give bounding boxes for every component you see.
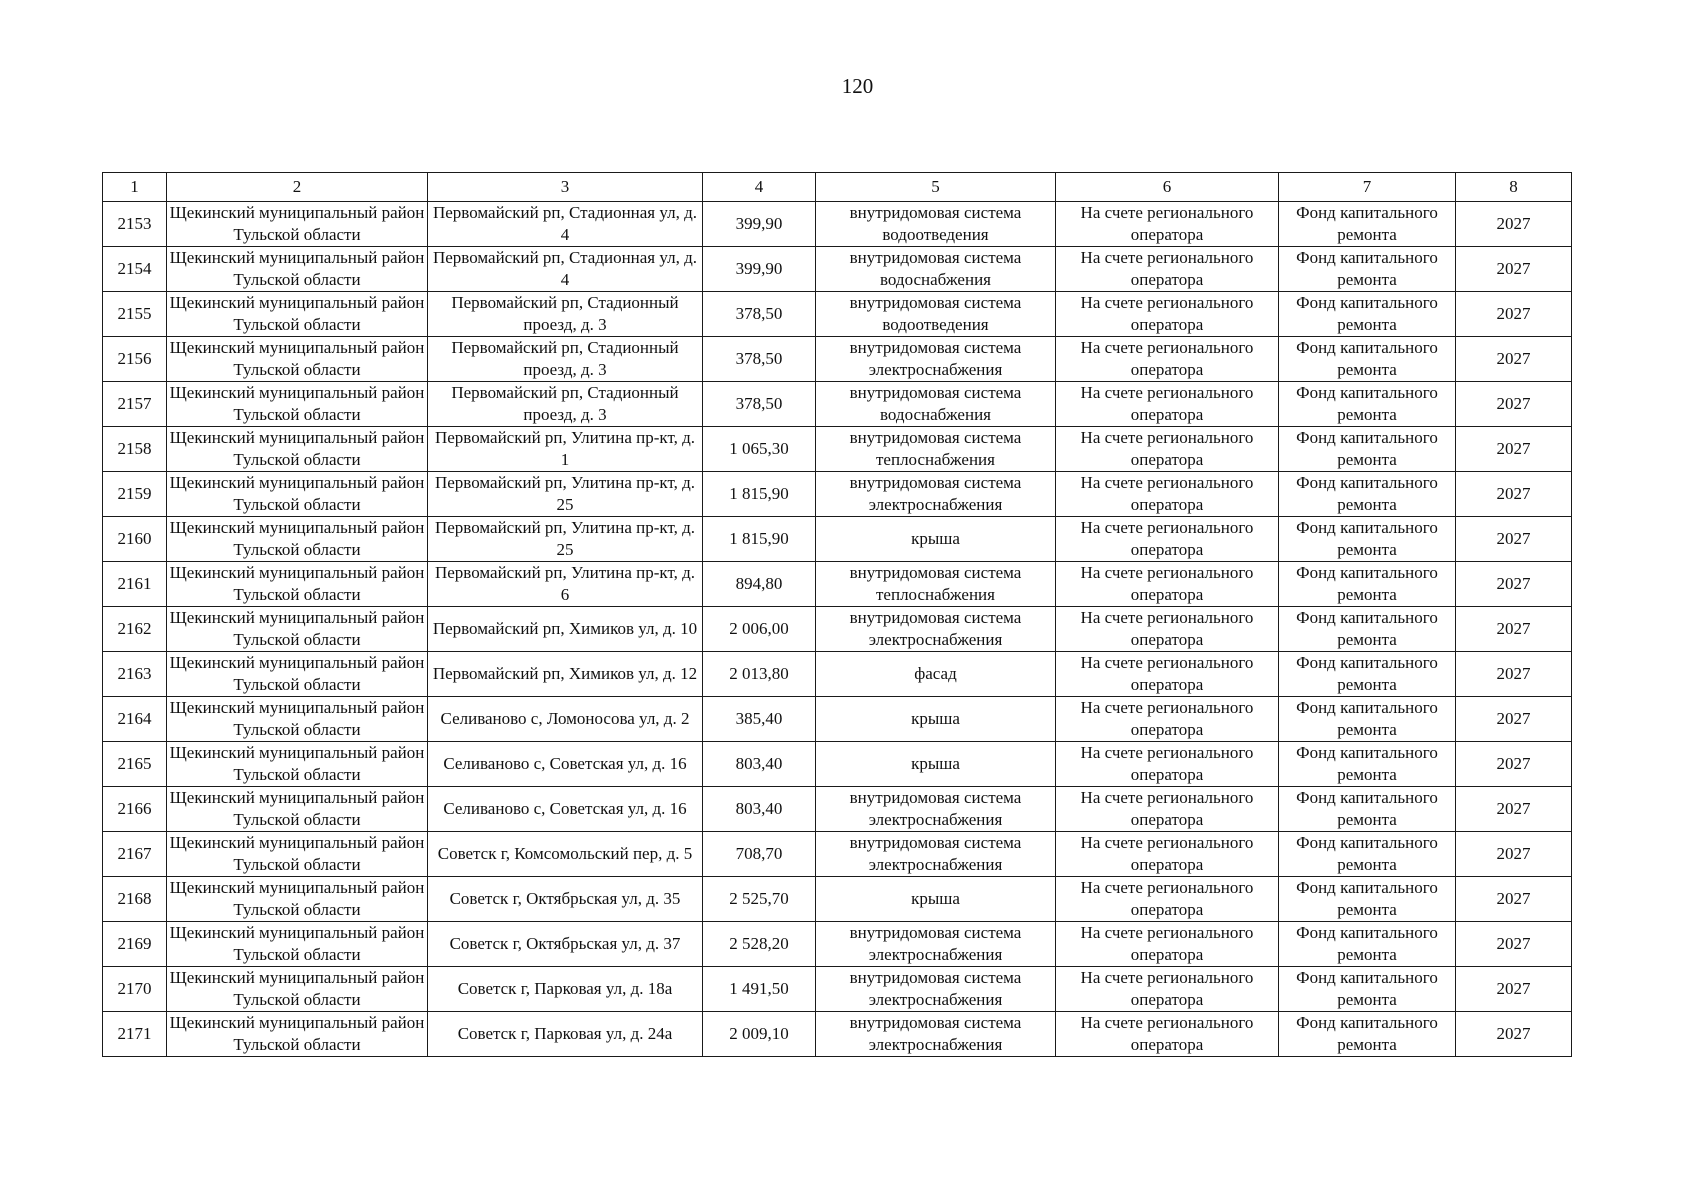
year-cell: 2027 [1456, 382, 1572, 427]
address-cell: Первомайский рп, Улитина пр-кт, д. 1 [428, 427, 703, 472]
area-cell: 894,80 [703, 562, 816, 607]
row-number-cell: 2166 [103, 787, 167, 832]
work-type-cell: внутридомовая система электроснабжения [816, 1012, 1056, 1057]
account-cell: На счете регионального оператора [1056, 517, 1279, 562]
district-cell: Щекинский муниципальный район Тульской области [167, 292, 428, 337]
account-cell: На счете регионального оператора [1056, 877, 1279, 922]
work-type-cell: фасад [816, 652, 1056, 697]
header-col-7: 7 [1279, 173, 1456, 202]
fund-cell: Фонд капитального ремонта [1279, 697, 1456, 742]
table-row [103, 697, 1572, 742]
header-col-1: 1 [103, 173, 167, 202]
address-cell: Советск г, Октябрьская ул, д. 35 [428, 877, 703, 922]
year-cell: 2027 [1456, 877, 1572, 922]
account-cell: На счете регионального оператора [1056, 787, 1279, 832]
fund-cell: Фонд капитального ремонта [1279, 337, 1456, 382]
fund-cell: Фонд капитального ремонта [1279, 202, 1456, 247]
district-cell: Щекинский муниципальный район Тульской области [167, 607, 428, 652]
fund-cell: Фонд капитального ремонта [1279, 967, 1456, 1012]
work-type-cell: внутридомовая система электроснабжения [816, 922, 1056, 967]
account-cell: На счете регионального оператора [1056, 697, 1279, 742]
row-number-cell: 2158 [103, 427, 167, 472]
header-col-3: 3 [428, 173, 703, 202]
address-cell: Селиваново с, Советская ул, д. 16 [428, 787, 703, 832]
table-row [103, 877, 1572, 922]
work-type-cell: внутридомовая система теплоснабжения [816, 562, 1056, 607]
account-cell: На счете регионального оператора [1056, 922, 1279, 967]
work-type-cell: внутридомовая система электроснабжения [816, 472, 1056, 517]
header-col-4: 4 [703, 173, 816, 202]
work-type-cell: внутридомовая система электроснабжения [816, 607, 1056, 652]
address-cell: Советск г, Парковая ул, д. 18а [428, 967, 703, 1012]
account-cell: На счете регионального оператора [1056, 607, 1279, 652]
fund-cell: Фонд капитального ремонта [1279, 742, 1456, 787]
table-row [103, 967, 1572, 1012]
row-number-cell: 2159 [103, 472, 167, 517]
district-cell: Щекинский муниципальный район Тульской области [167, 967, 428, 1012]
account-cell: На счете регионального оператора [1056, 202, 1279, 247]
work-type-cell: внутридомовая система водоотведения [816, 202, 1056, 247]
account-cell: На счете регионального оператора [1056, 292, 1279, 337]
work-type-cell: внутридомовая система водоотведения [816, 292, 1056, 337]
row-number-cell: 2163 [103, 652, 167, 697]
fund-cell: Фонд капитального ремонта [1279, 427, 1456, 472]
row-number-cell: 2169 [103, 922, 167, 967]
year-cell: 2027 [1456, 697, 1572, 742]
row-number-cell: 2153 [103, 202, 167, 247]
table-row [103, 922, 1572, 967]
table-row [103, 202, 1572, 247]
fund-cell: Фонд капитального ремонта [1279, 607, 1456, 652]
year-cell: 2027 [1456, 562, 1572, 607]
table-row [103, 427, 1572, 472]
district-cell: Щекинский муниципальный район Тульской области [167, 472, 428, 517]
district-cell: Щекинский муниципальный район Тульской области [167, 562, 428, 607]
work-type-cell: внутридомовая система водоснабжения [816, 382, 1056, 427]
area-cell: 708,70 [703, 832, 816, 877]
fund-cell: Фонд капитального ремонта [1279, 1012, 1456, 1057]
fund-cell: Фонд капитального ремонта [1279, 832, 1456, 877]
row-number-cell: 2171 [103, 1012, 167, 1057]
work-type-cell: внутридомовая система электроснабжения [816, 337, 1056, 382]
work-type-cell: крыша [816, 697, 1056, 742]
row-number-cell: 2157 [103, 382, 167, 427]
row-number-cell: 2170 [103, 967, 167, 1012]
table-row [103, 517, 1572, 562]
table-row [103, 652, 1572, 697]
table-row [103, 247, 1572, 292]
work-type-cell: внутридомовая система электроснабжения [816, 832, 1056, 877]
header-col-5: 5 [816, 173, 1056, 202]
year-cell: 2027 [1456, 652, 1572, 697]
row-number-cell: 2168 [103, 877, 167, 922]
year-cell: 2027 [1456, 967, 1572, 1012]
year-cell: 2027 [1456, 472, 1572, 517]
row-number-cell: 2165 [103, 742, 167, 787]
row-number-cell: 2155 [103, 292, 167, 337]
table-row [103, 292, 1572, 337]
address-cell: Советск г, Комсомольский пер, д. 5 [428, 832, 703, 877]
address-cell: Селиваново с, Советская ул, д. 16 [428, 742, 703, 787]
fund-cell: Фонд капитального ремонта [1279, 562, 1456, 607]
address-cell: Советск г, Октябрьская ул, д. 37 [428, 922, 703, 967]
area-cell: 803,40 [703, 787, 816, 832]
area-cell: 2 013,80 [703, 652, 816, 697]
year-cell: 2027 [1456, 922, 1572, 967]
table-row [103, 607, 1572, 652]
fund-cell: Фонд капитального ремонта [1279, 877, 1456, 922]
fund-cell: Фонд капитального ремонта [1279, 517, 1456, 562]
district-cell: Щекинский муниципальный район Тульской области [167, 247, 428, 292]
header-row [103, 173, 1572, 202]
account-cell: На счете регионального оператора [1056, 382, 1279, 427]
area-cell: 385,40 [703, 697, 816, 742]
table-row [103, 472, 1572, 517]
area-cell: 2 009,10 [703, 1012, 816, 1057]
district-cell: Щекинский муниципальный район Тульской области [167, 1012, 428, 1057]
account-cell: На счете регионального оператора [1056, 967, 1279, 1012]
table-row [103, 562, 1572, 607]
district-cell: Щекинский муниципальный район Тульской области [167, 922, 428, 967]
address-cell: Селиваново с, Ломоносова ул, д. 2 [428, 697, 703, 742]
district-cell: Щекинский муниципальный район Тульской области [167, 652, 428, 697]
row-number-cell: 2167 [103, 832, 167, 877]
district-cell: Щекинский муниципальный район Тульской области [167, 832, 428, 877]
work-type-cell: крыша [816, 517, 1056, 562]
row-number-cell: 2161 [103, 562, 167, 607]
area-cell: 1 815,90 [703, 472, 816, 517]
table-header [103, 173, 1572, 202]
district-cell: Щекинский муниципальный район Тульской области [167, 742, 428, 787]
work-type-cell: внутридомовая система теплоснабжения [816, 427, 1056, 472]
year-cell: 2027 [1456, 202, 1572, 247]
fund-cell: Фонд капитального ремонта [1279, 652, 1456, 697]
table-row [103, 382, 1572, 427]
year-cell: 2027 [1456, 247, 1572, 292]
account-cell: На счете регионального оператора [1056, 742, 1279, 787]
table-row [103, 832, 1572, 877]
work-type-cell: внутридомовая система электроснабжения [816, 787, 1056, 832]
fund-cell: Фонд капитального ремонта [1279, 247, 1456, 292]
area-cell: 378,50 [703, 292, 816, 337]
area-cell: 2 006,00 [703, 607, 816, 652]
fund-cell: Фонд капитального ремонта [1279, 292, 1456, 337]
year-cell: 2027 [1456, 832, 1572, 877]
work-type-cell: крыша [816, 742, 1056, 787]
fund-cell: Фонд капитального ремонта [1279, 787, 1456, 832]
area-cell: 803,40 [703, 742, 816, 787]
area-cell: 1 491,50 [703, 967, 816, 1012]
district-cell: Щекинский муниципальный район Тульской области [167, 337, 428, 382]
header-col-8: 8 [1456, 173, 1572, 202]
area-cell: 1 065,30 [703, 427, 816, 472]
area-cell: 399,90 [703, 202, 816, 247]
account-cell: На счете регионального оператора [1056, 652, 1279, 697]
area-cell: 2 528,20 [703, 922, 816, 967]
row-number-cell: 2160 [103, 517, 167, 562]
address-cell: Советск г, Парковая ул, д. 24а [428, 1012, 703, 1057]
year-cell: 2027 [1456, 427, 1572, 472]
address-cell: Первомайский рп, Стадионный проезд, д. 3 [428, 292, 703, 337]
area-cell: 378,50 [703, 337, 816, 382]
district-cell: Щекинский муниципальный район Тульской области [167, 382, 428, 427]
row-number-cell: 2162 [103, 607, 167, 652]
account-cell: На счете регионального оператора [1056, 832, 1279, 877]
area-cell: 378,50 [703, 382, 816, 427]
account-cell: На счете регионального оператора [1056, 472, 1279, 517]
fund-cell: Фонд капитального ремонта [1279, 472, 1456, 517]
header-col-6: 6 [1056, 173, 1279, 202]
year-cell: 2027 [1456, 337, 1572, 382]
area-cell: 2 525,70 [703, 877, 816, 922]
year-cell: 2027 [1456, 787, 1572, 832]
district-cell: Щекинский муниципальный район Тульской области [167, 787, 428, 832]
address-cell: Первомайский рп, Улитина пр-кт, д. 25 [428, 472, 703, 517]
capital-repair-table [102, 172, 1572, 1057]
address-cell: Первомайский рп, Стадионный проезд, д. 3 [428, 337, 703, 382]
table-row [103, 337, 1572, 382]
account-cell: На счете регионального оператора [1056, 337, 1279, 382]
fund-cell: Фонд капитального ремонта [1279, 922, 1456, 967]
district-cell: Щекинский муниципальный район Тульской области [167, 202, 428, 247]
work-type-cell: крыша [816, 877, 1056, 922]
address-cell: Первомайский рп, Химиков ул, д. 10 [428, 607, 703, 652]
district-cell: Щекинский муниципальный район Тульской области [167, 517, 428, 562]
year-cell: 2027 [1456, 517, 1572, 562]
address-cell: Первомайский рп, Улитина пр-кт, д. 6 [428, 562, 703, 607]
address-cell: Первомайский рп, Стадионная ул, д. 4 [428, 202, 703, 247]
table-body [103, 202, 1572, 1057]
year-cell: 2027 [1456, 742, 1572, 787]
work-type-cell: внутридомовая система водоснабжения [816, 247, 1056, 292]
year-cell: 2027 [1456, 607, 1572, 652]
page-number: 120 [841, 74, 874, 98]
address-cell: Первомайский рп, Химиков ул, д. 12 [428, 652, 703, 697]
address-cell: Первомайский рп, Стадионная ул, д. 4 [428, 247, 703, 292]
account-cell: На счете регионального оператора [1056, 1012, 1279, 1057]
area-cell: 399,90 [703, 247, 816, 292]
account-cell: На счете регионального оператора [1056, 427, 1279, 472]
table-row [103, 787, 1572, 832]
row-number-cell: 2164 [103, 697, 167, 742]
district-cell: Щекинский муниципальный район Тульской области [167, 877, 428, 922]
header-col-2: 2 [167, 173, 428, 202]
row-number-cell: 2154 [103, 247, 167, 292]
address-cell: Первомайский рп, Стадионный проезд, д. 3 [428, 382, 703, 427]
row-number-cell: 2156 [103, 337, 167, 382]
table-row [103, 742, 1572, 787]
account-cell: На счете регионального оператора [1056, 247, 1279, 292]
year-cell: 2027 [1456, 1012, 1572, 1057]
table-row [103, 1012, 1572, 1057]
year-cell: 2027 [1456, 292, 1572, 337]
fund-cell: Фонд капитального ремонта [1279, 382, 1456, 427]
account-cell: На счете регионального оператора [1056, 562, 1279, 607]
district-cell: Щекинский муниципальный район Тульской области [167, 427, 428, 472]
area-cell: 1 815,90 [703, 517, 816, 562]
address-cell: Первомайский рп, Улитина пр-кт, д. 25 [428, 517, 703, 562]
work-type-cell: внутридомовая система электроснабжения [816, 967, 1056, 1012]
district-cell: Щекинский муниципальный район Тульской области [167, 697, 428, 742]
